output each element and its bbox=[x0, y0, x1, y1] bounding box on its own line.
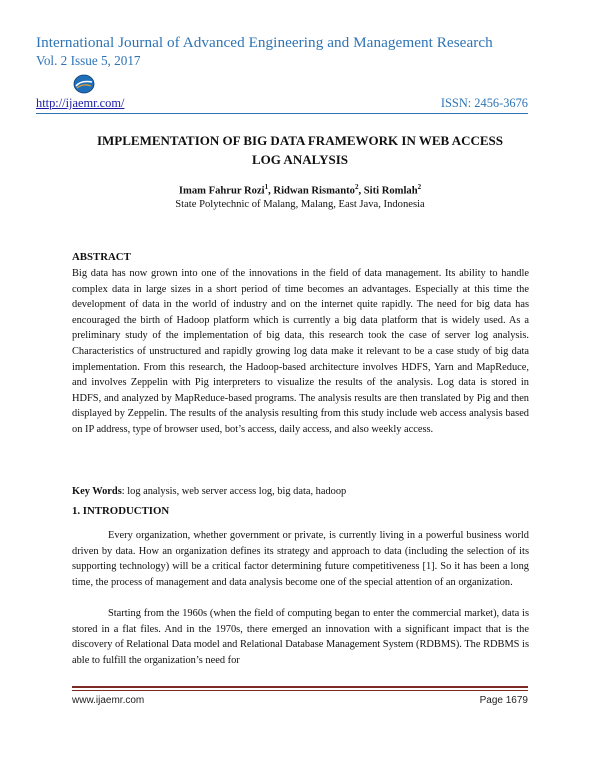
footer-url: www.ijaemr.com bbox=[72, 695, 145, 706]
author-name: Ridwan Rismanto bbox=[273, 185, 355, 197]
journal-issue: Vol. 2 Issue 5, 2017 bbox=[36, 53, 141, 68]
page-number: Page 1679 bbox=[479, 695, 528, 706]
author-separator: , bbox=[268, 185, 274, 197]
introduction-heading: 1. INTRODUCTION bbox=[72, 505, 170, 517]
footer-divider-thick bbox=[72, 686, 528, 688]
author-name: Siti Romlah bbox=[363, 185, 418, 197]
paper-title-line-1: IMPLEMENTATION OF BIG DATA FRAMEWORK IN WEB ACCESS bbox=[96, 133, 504, 148]
author-affiliation-mark: 2 bbox=[417, 183, 422, 191]
globe-logo-icon bbox=[73, 74, 95, 94]
introduction-paragraph-1: Every organization, whether government or private, is currently living in a powerful business world driven by data. How an organization defines its strategy and approach to data (including the selection of its supporting technology) will be a critical factor determining future competitiveness [1]. So it has been a long time, the process of management and data analysis become one of the special attention of an organization. bbox=[72, 530, 529, 588]
paper-title-line-2: LOG ANALYSIS bbox=[252, 152, 348, 167]
author-separator: , bbox=[358, 185, 364, 197]
author-name: Imam Fahrur Rozi bbox=[178, 185, 265, 197]
footer-divider-thin bbox=[72, 690, 528, 691]
author-affiliation-mark: 1 bbox=[264, 183, 269, 191]
keywords-label: Key Words bbox=[72, 486, 122, 497]
author-affiliation-mark: 2 bbox=[354, 183, 359, 191]
keywords-list: : log analysis, web server access log, big data, hadoop bbox=[121, 486, 347, 497]
keywords bbox=[72, 486, 529, 497]
abstract-heading: ABSTRACT bbox=[72, 251, 131, 263]
issn: ISSN: 2456-3676 bbox=[440, 96, 528, 110]
header-divider bbox=[36, 113, 528, 114]
authors bbox=[60, 183, 540, 197]
affiliation: State Polytechnic of Malang, Malang, East Java, Indonesia bbox=[175, 199, 425, 210]
paper-title bbox=[60, 131, 540, 169]
journal-url-link[interactable]: http://ijaemr.com/ bbox=[36, 96, 125, 110]
abstract-text: Big data has now grown into one of the innovations in the field of data management. Its ability to handle complex data in large sizes in a short period of time becomes an advantages. Especially at this time the development of data in the world of industry and on the internet quite rapidly. The need for big data has encouraged the birth of Hadoop platform which is currently a big data platform that is widely used. As a preliminary study of the implementation of big data, this research took the case of server log analysis. Characteristics of unstructured and rapidly growing log data make it relevant to be a case study of big data implementation. From this research, the Hadoop-based architecture involves HDFS, Yarn and MapReduce, and involves Zeppelin with Pig interpreters to visualize the results of the analysis. Log data is stored in HDFS, and analyzed by MapReduce-based programs. The analysis results are then translated by Pig and then displayed by Zeppelin. The results of the analysis resulting from this study include web access analysis based on IP address, type of browser used, bot’s access, daily access, and also weekly access. bbox=[72, 268, 529, 435]
introduction-paragraph-2: Starting from the 1960s (when the field of computing began to enter the commercial market), data is stored in a flat files. And in the 1970s, there emerged an innovation with a significant impact that is the discovery of Relational Data model and Relational Database Management System (RDBMS). The RDBMS is able to fulfill the organization’s need for bbox=[72, 608, 529, 666]
journal-title: International Journal of Advanced Engineering and Management Research bbox=[36, 34, 493, 51]
